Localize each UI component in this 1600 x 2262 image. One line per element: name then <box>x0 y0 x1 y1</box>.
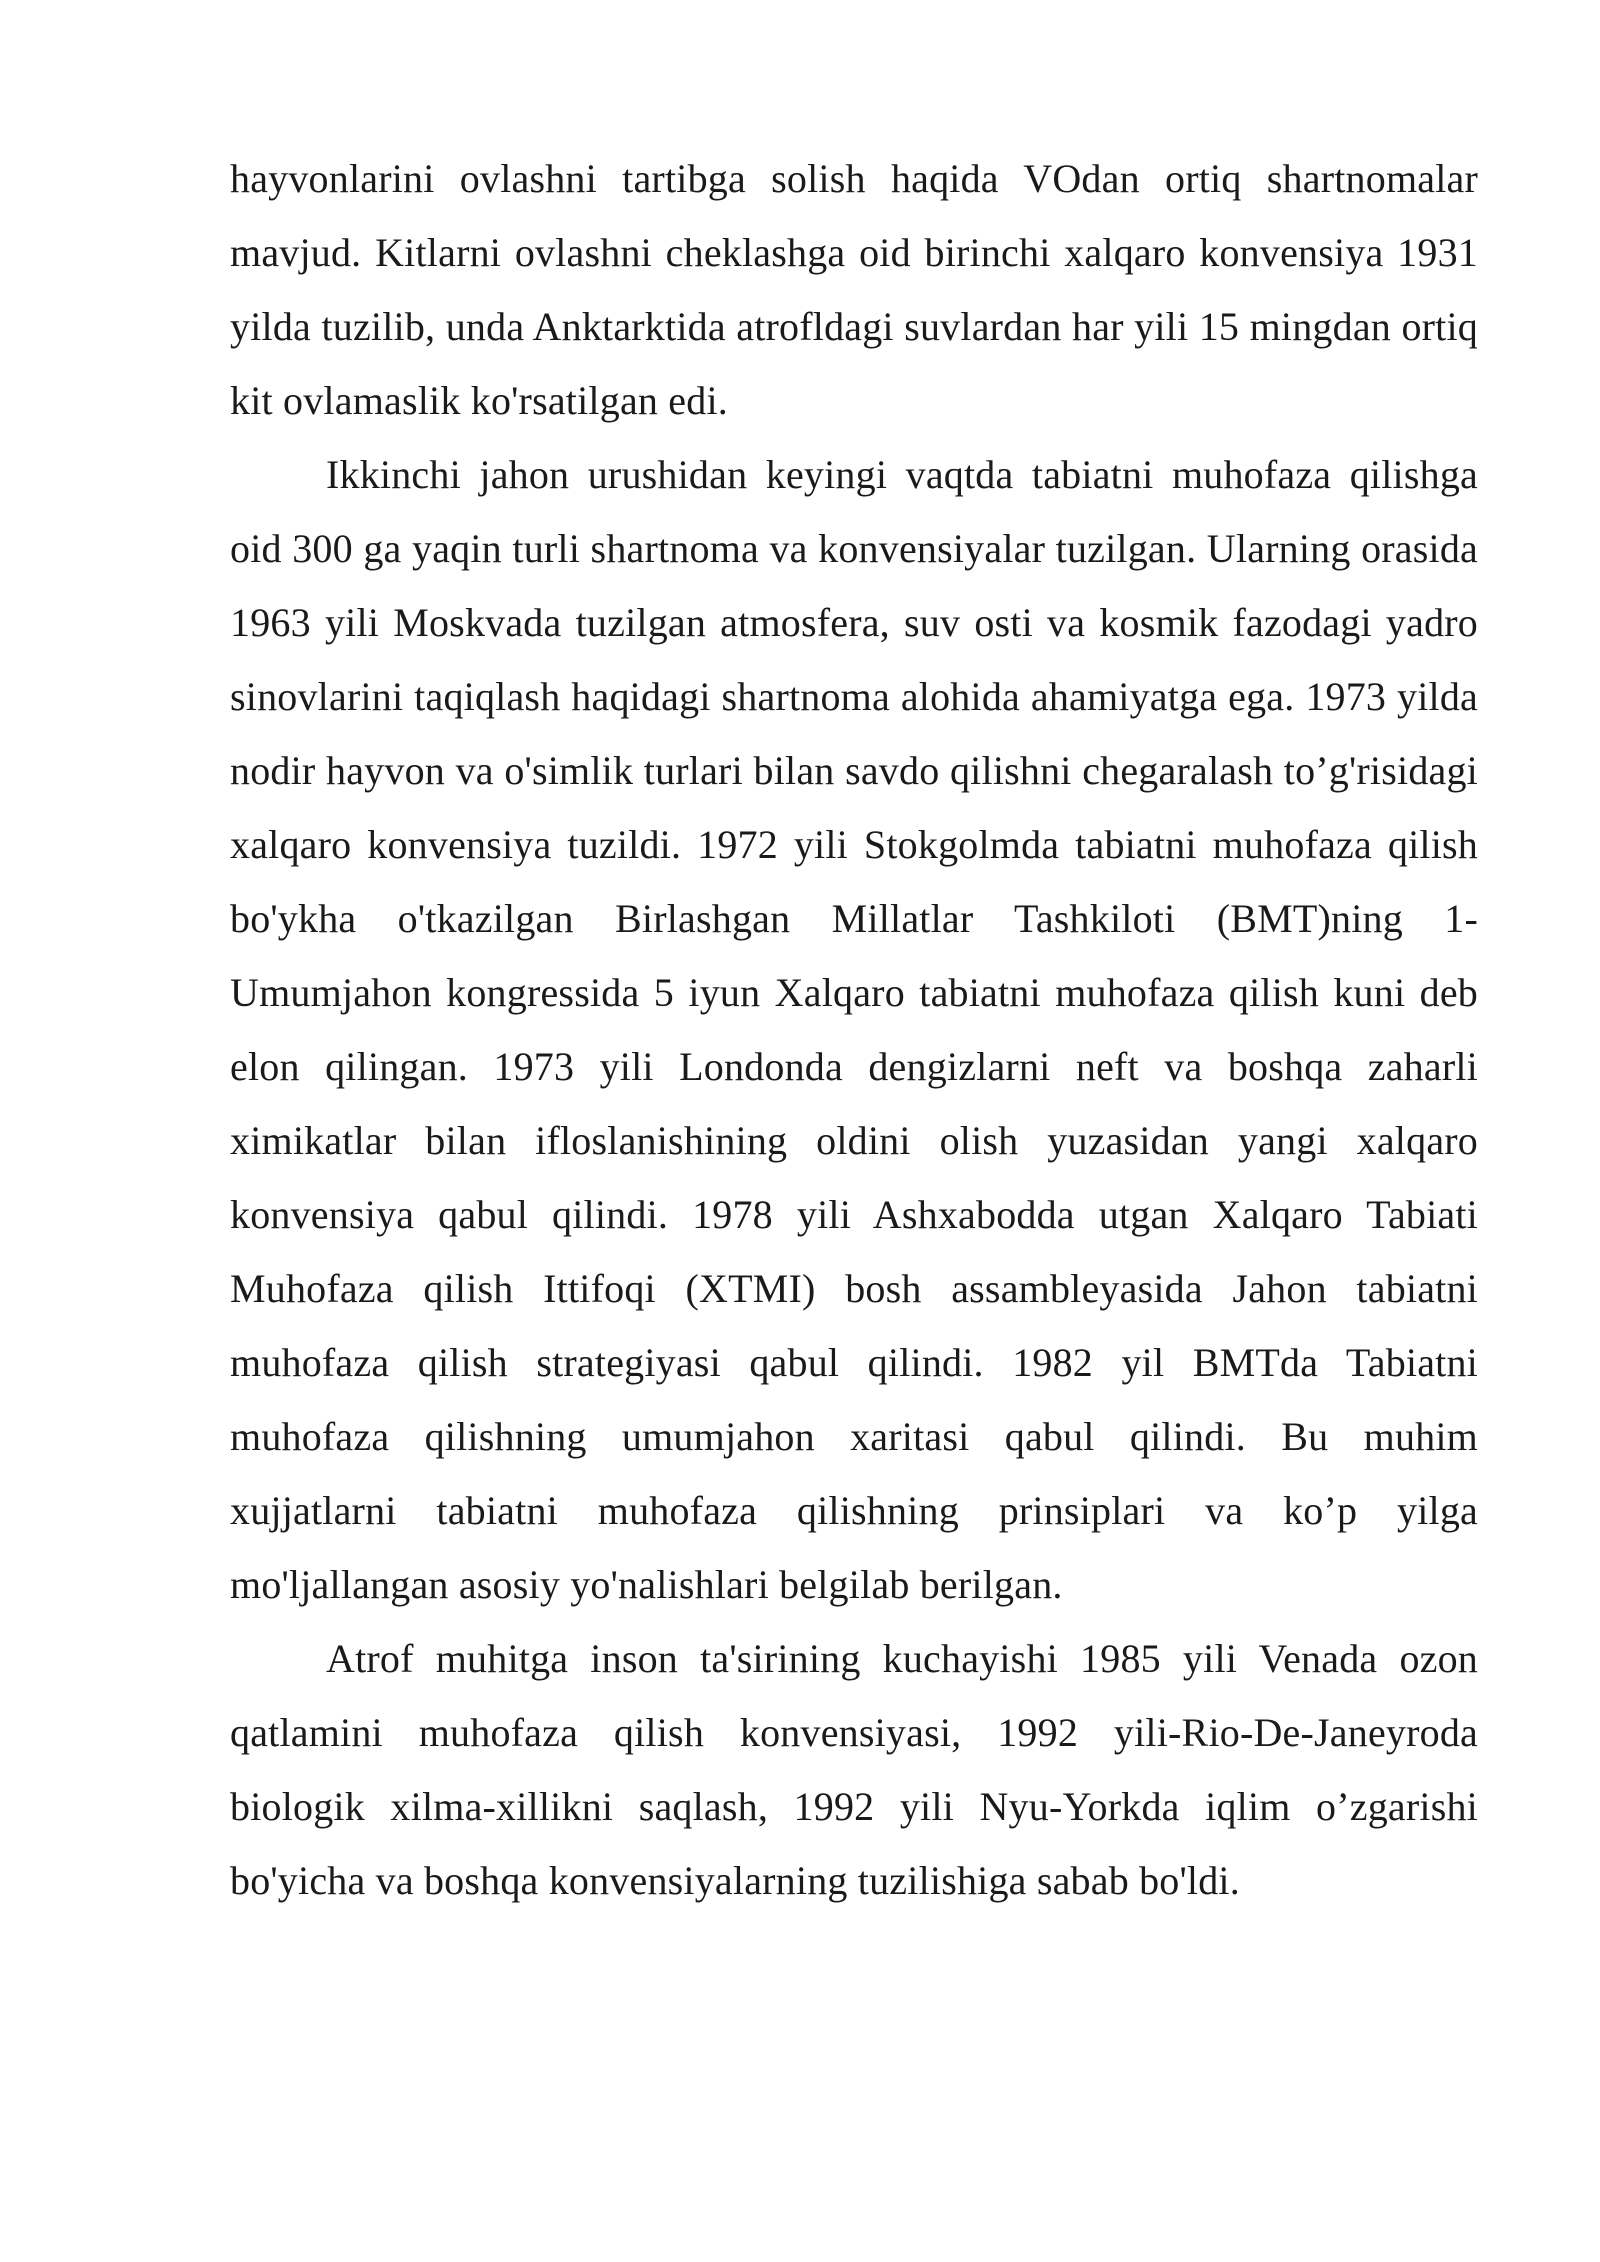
paragraph-postwar-conventions: Ikkinchi jahon urushidan keyingi vaqtda tabiatni muhofaza qilishga oid 300 ga yaqin turli shartnoma va konvensiyalar tuzilgan. Ularning orasida 1963 yili Moskvada tuzilgan atmosfera, suv osti va kosmik fazodagi yadro sinovlarini taqiqlash haqidagi shartnoma alohida ahamiyatga ega. 1973 yilda nodir hayvon va o'simlik turlari bilan savdo qilishni chegaralash to’g'risidagi xalqaro konvensiya tuzildi. 1972 yili Stokgolmda tabiatni muhofaza qilish bo'ykha o'tkazilgan Birlashgan Millatlar Tashkiloti (BMT)ning 1-Umumjahon kongressida 5 iyun Xalqaro tabiatni muhofaza qilish kuni deb elon qilingan. 1973 yili Londonda dengizlarni neft va boshqa zaharli ximikatlar bilan ifloslanishining oldini olish yuzasidan yangi xalqaro konvensiya qabul qilindi. 1978 yili Ashxabodda utgan Xalqaro Tabiati Muhofaza qilish Ittifoqi (XTMI) bosh assambleyasida Jahon tabiatni muhofaza qilish strategiyasi qabul qilindi. 1982 yil BMTda Tabiatni muhofaza qilishning umumjahon xaritasi qabul qilindi. Bu muhim xujjatlarni tabiatni muhofaza qilishning prinsiplari va ko’p yilga mo'ljallangan asosiy yo'nalishlari belgilab berilgan. <box>230 452 1478 1607</box>
paragraph-whaling-treaties: hayvonlarini ovlashni tartibga solish haqida VOdan ortiq shartnomalar mavjud. Kitlarni ovlashni cheklashga oid birinchi xalqaro konvensiya 1931 yilda tuzilib, unda Anktarktida atrofldagi suvlardan har yili 15 mingdan ortiq kit ovlamaslik ko'rsatilgan edi. <box>230 156 1478 423</box>
document-body <box>230 142 1478 1918</box>
paragraph-later-conventions: Atrof muhitga inson ta'sirining kuchayishi 1985 yili Venada ozon qatlamini muhofaza qilish konvensiyasi, 1992 yili-Rio-De-Janeyroda biologik xilma-xillikni saqlash, 1992 yili Nyu-Yorkda iqlim o’zgarishi bo'yicha va boshqa konvensiyalarning tuzilishiga sabab bo'ldi. <box>230 1636 1478 1903</box>
